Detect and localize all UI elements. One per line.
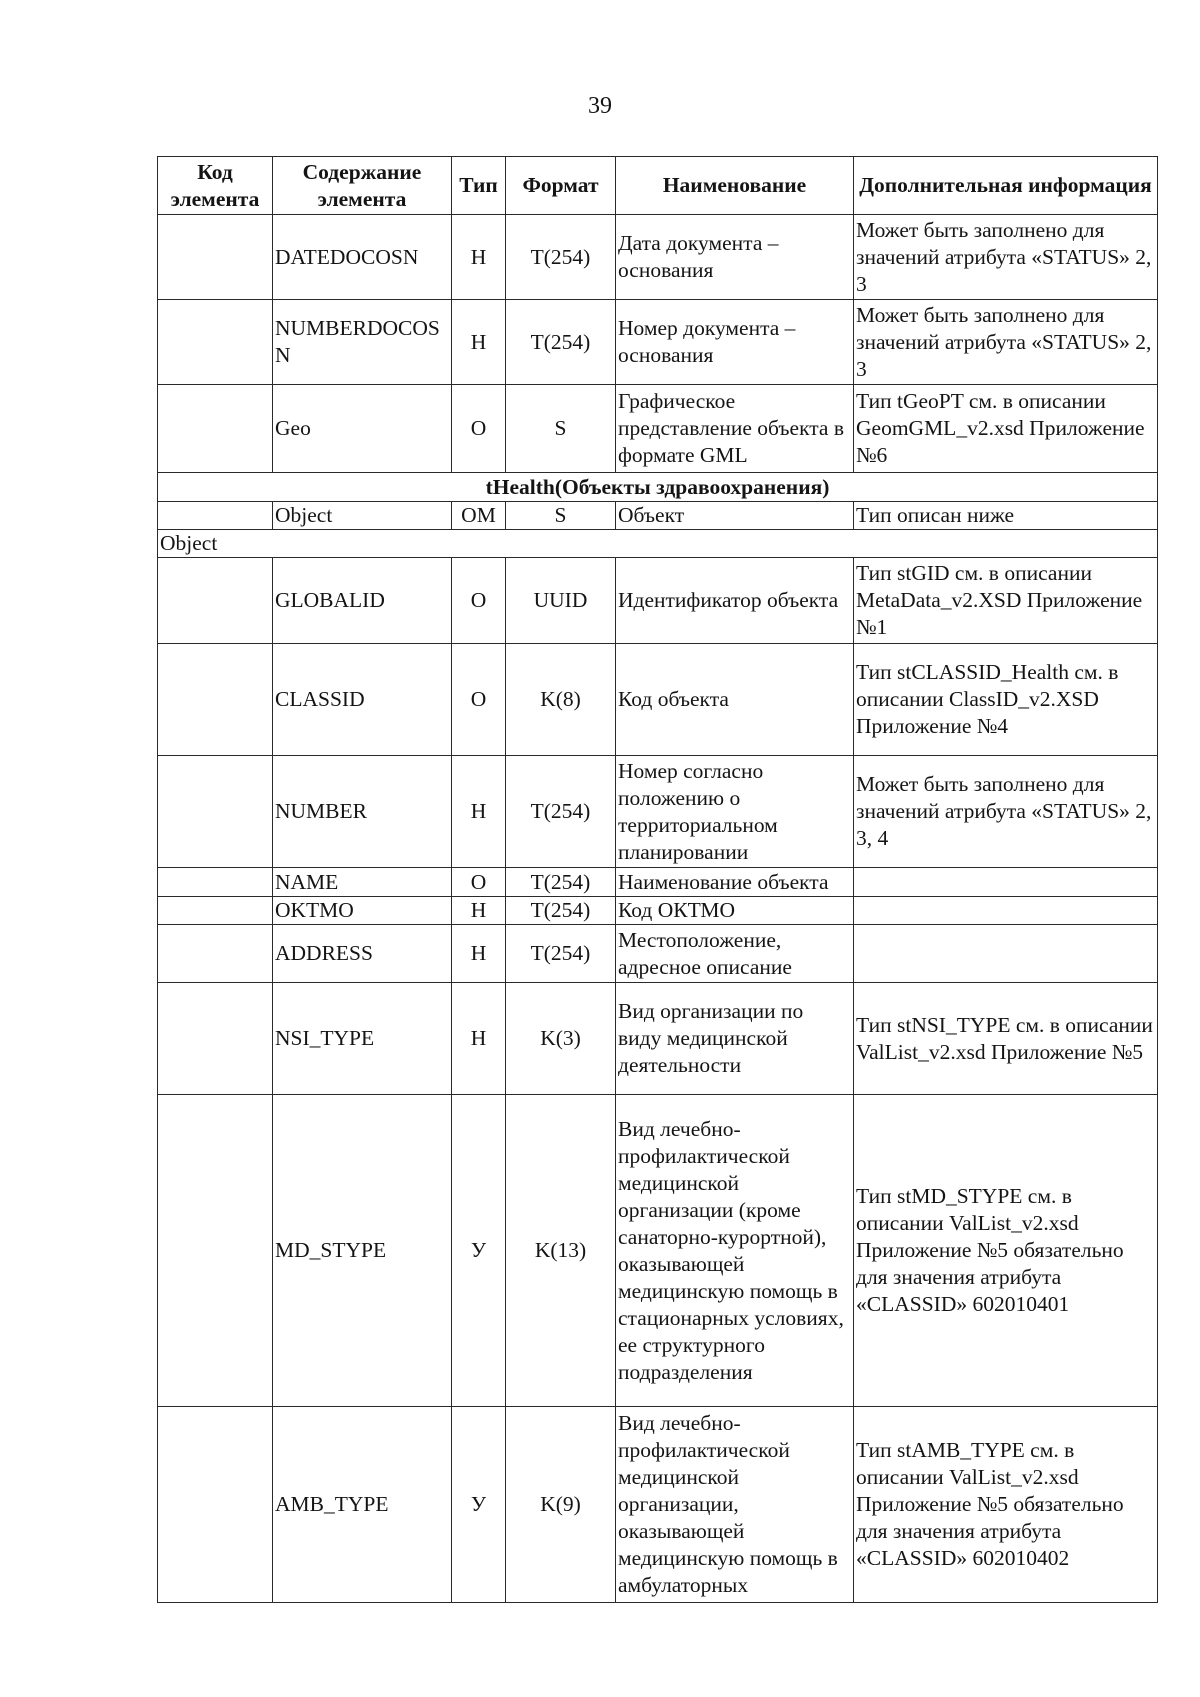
table-header-row	[158, 157, 1158, 215]
table-body-bottom	[158, 558, 1158, 1603]
cell-format: T(254)	[506, 300, 616, 385]
cell-name: Вид лечебно-профилактической медицинской организации (кроме санаторно-курортной), оказывающей медицинскую помощь в стационарных условиях, ее структурного подразделения	[616, 1095, 854, 1407]
cell-info: Может быть заполнено для значений атрибута «STATUS» 2, 3, 4	[854, 756, 1158, 868]
cell-code	[158, 983, 273, 1095]
cell-content: Object	[273, 502, 452, 530]
table-row	[158, 644, 1158, 756]
table-row	[158, 385, 1158, 473]
cell-content: Geo	[273, 385, 452, 473]
cell-code	[158, 925, 273, 983]
cell-type: Н	[452, 983, 506, 1095]
header-content: Содержание элемента	[273, 157, 452, 215]
cell-content: NAME	[273, 868, 452, 897]
cell-name: Номер согласно положению о территориальном планировании	[616, 756, 854, 868]
page-number: 39	[588, 93, 612, 119]
spec-table	[157, 156, 1158, 1603]
cell-format: K(9)	[506, 1407, 616, 1603]
cell-type: ОМ	[452, 502, 506, 530]
cell-name: Вид лечебно-профилактической медицинской организации, оказывающей медицинскую помощь в амбулаторных	[616, 1407, 854, 1603]
cell-type: Н	[452, 897, 506, 925]
cell-format: S	[506, 385, 616, 473]
object-row	[158, 502, 1158, 530]
cell-info: Тип stMD_STYPE см. в описании ValList_v2.xsd Приложение №5 обязательно для значения атрибута «CLASSID» 602010401	[854, 1095, 1158, 1407]
cell-info: Может быть заполнено для значений атрибута «STATUS» 2, 3	[854, 300, 1158, 385]
cell-info: Тип stCLASSID_Health см. в описании ClassID_v2.XSD Приложение №4	[854, 644, 1158, 756]
cell-content: MD_STYPE	[273, 1095, 452, 1407]
cell-name: Вид организации по виду медицинской деятельности	[616, 983, 854, 1095]
cell-content: ADDRESS	[273, 925, 452, 983]
cell-content: NUMBER	[273, 756, 452, 868]
header-code: Код элемента	[158, 157, 273, 215]
cell-type: Н	[452, 925, 506, 983]
cell-info: Тип stAMB_TYPE см. в описании ValList_v2.xsd Приложение №5 обязательно для значения атрибута «CLASSID» 602010402	[854, 1407, 1158, 1603]
table-row	[158, 300, 1158, 385]
table-row	[158, 215, 1158, 300]
cell-code	[158, 897, 273, 925]
cell-format: T(254)	[506, 925, 616, 983]
cell-info	[854, 868, 1158, 897]
table-row	[158, 1095, 1158, 1407]
cell-code	[158, 300, 273, 385]
cell-code	[158, 1095, 273, 1407]
cell-code	[158, 644, 273, 756]
section-row	[158, 473, 1158, 502]
cell-type: О	[452, 868, 506, 897]
cell-format: K(3)	[506, 983, 616, 1095]
cell-content: OKTMO	[273, 897, 452, 925]
cell-type: О	[452, 644, 506, 756]
table-row	[158, 1407, 1158, 1603]
cell-content: CLASSID	[273, 644, 452, 756]
cell-code	[158, 1407, 273, 1603]
cell-name: Объект	[616, 502, 854, 530]
cell-type: У	[452, 1095, 506, 1407]
cell-format: UUID	[506, 558, 616, 644]
cell-type: Н	[452, 300, 506, 385]
table-row	[158, 897, 1158, 925]
cell-type: Н	[452, 756, 506, 868]
header-name: Наименование	[616, 157, 854, 215]
section-block	[158, 473, 1158, 558]
cell-info: Может быть заполнено для значений атрибута «STATUS» 2, 3	[854, 215, 1158, 300]
cell-format: K(8)	[506, 644, 616, 756]
cell-code	[158, 558, 273, 644]
table-body-top	[158, 215, 1158, 473]
cell-name: Номер документа – основания	[616, 300, 854, 385]
cell-content: GLOBALID	[273, 558, 452, 644]
cell-info: Тип описан ниже	[854, 502, 1158, 530]
cell-info	[854, 897, 1158, 925]
cell-name: Код объекта	[616, 644, 854, 756]
cell-name: Наименование объекта	[616, 868, 854, 897]
cell-content: AMB_TYPE	[273, 1407, 452, 1603]
object-label-row	[158, 530, 1158, 558]
table-row	[158, 756, 1158, 868]
cell-type: О	[452, 385, 506, 473]
cell-content: NSI_TYPE	[273, 983, 452, 1095]
cell-name: Графическое представление объекта в формате GML	[616, 385, 854, 473]
header-format: Формат	[506, 157, 616, 215]
header-info: Дополнительная информация	[854, 157, 1158, 215]
section-title: tHealth(Объекты здравоохранения)	[158, 473, 1158, 502]
table-row	[158, 983, 1158, 1095]
cell-info: Тип stGID см. в описании MetaData_v2.XSD Приложение №1	[854, 558, 1158, 644]
cell-info: Тип tGeoPT см. в описании GeomGML_v2.xsd Приложение №6	[854, 385, 1158, 473]
cell-format: T(254)	[506, 897, 616, 925]
object-label: Object	[158, 530, 1158, 558]
cell-format: T(254)	[506, 868, 616, 897]
cell-type: О	[452, 558, 506, 644]
cell-name: Идентификатор объекта	[616, 558, 854, 644]
cell-info	[854, 925, 1158, 983]
table-row	[158, 868, 1158, 897]
cell-code	[158, 215, 273, 300]
cell-content: NUMBERDOCOSN	[273, 300, 452, 385]
cell-name: Местоположение, адресное описание	[616, 925, 854, 983]
cell-code	[158, 385, 273, 473]
cell-code	[158, 756, 273, 868]
cell-format: T(254)	[506, 756, 616, 868]
cell-format: S	[506, 502, 616, 530]
cell-format: K(13)	[506, 1095, 616, 1407]
table-row	[158, 558, 1158, 644]
table-row	[158, 925, 1158, 983]
cell-name: Код ОКТМО	[616, 897, 854, 925]
cell-code	[158, 868, 273, 897]
header-type: Тип	[452, 157, 506, 215]
cell-content: DATEDOCOSN	[273, 215, 452, 300]
cell-format: T(254)	[506, 215, 616, 300]
cell-code	[158, 502, 273, 530]
cell-type: Н	[452, 215, 506, 300]
cell-info: Тип stNSI_TYPE см. в описании ValList_v2.xsd Приложение №5	[854, 983, 1158, 1095]
cell-type: У	[452, 1407, 506, 1603]
cell-name: Дата документа – основания	[616, 215, 854, 300]
